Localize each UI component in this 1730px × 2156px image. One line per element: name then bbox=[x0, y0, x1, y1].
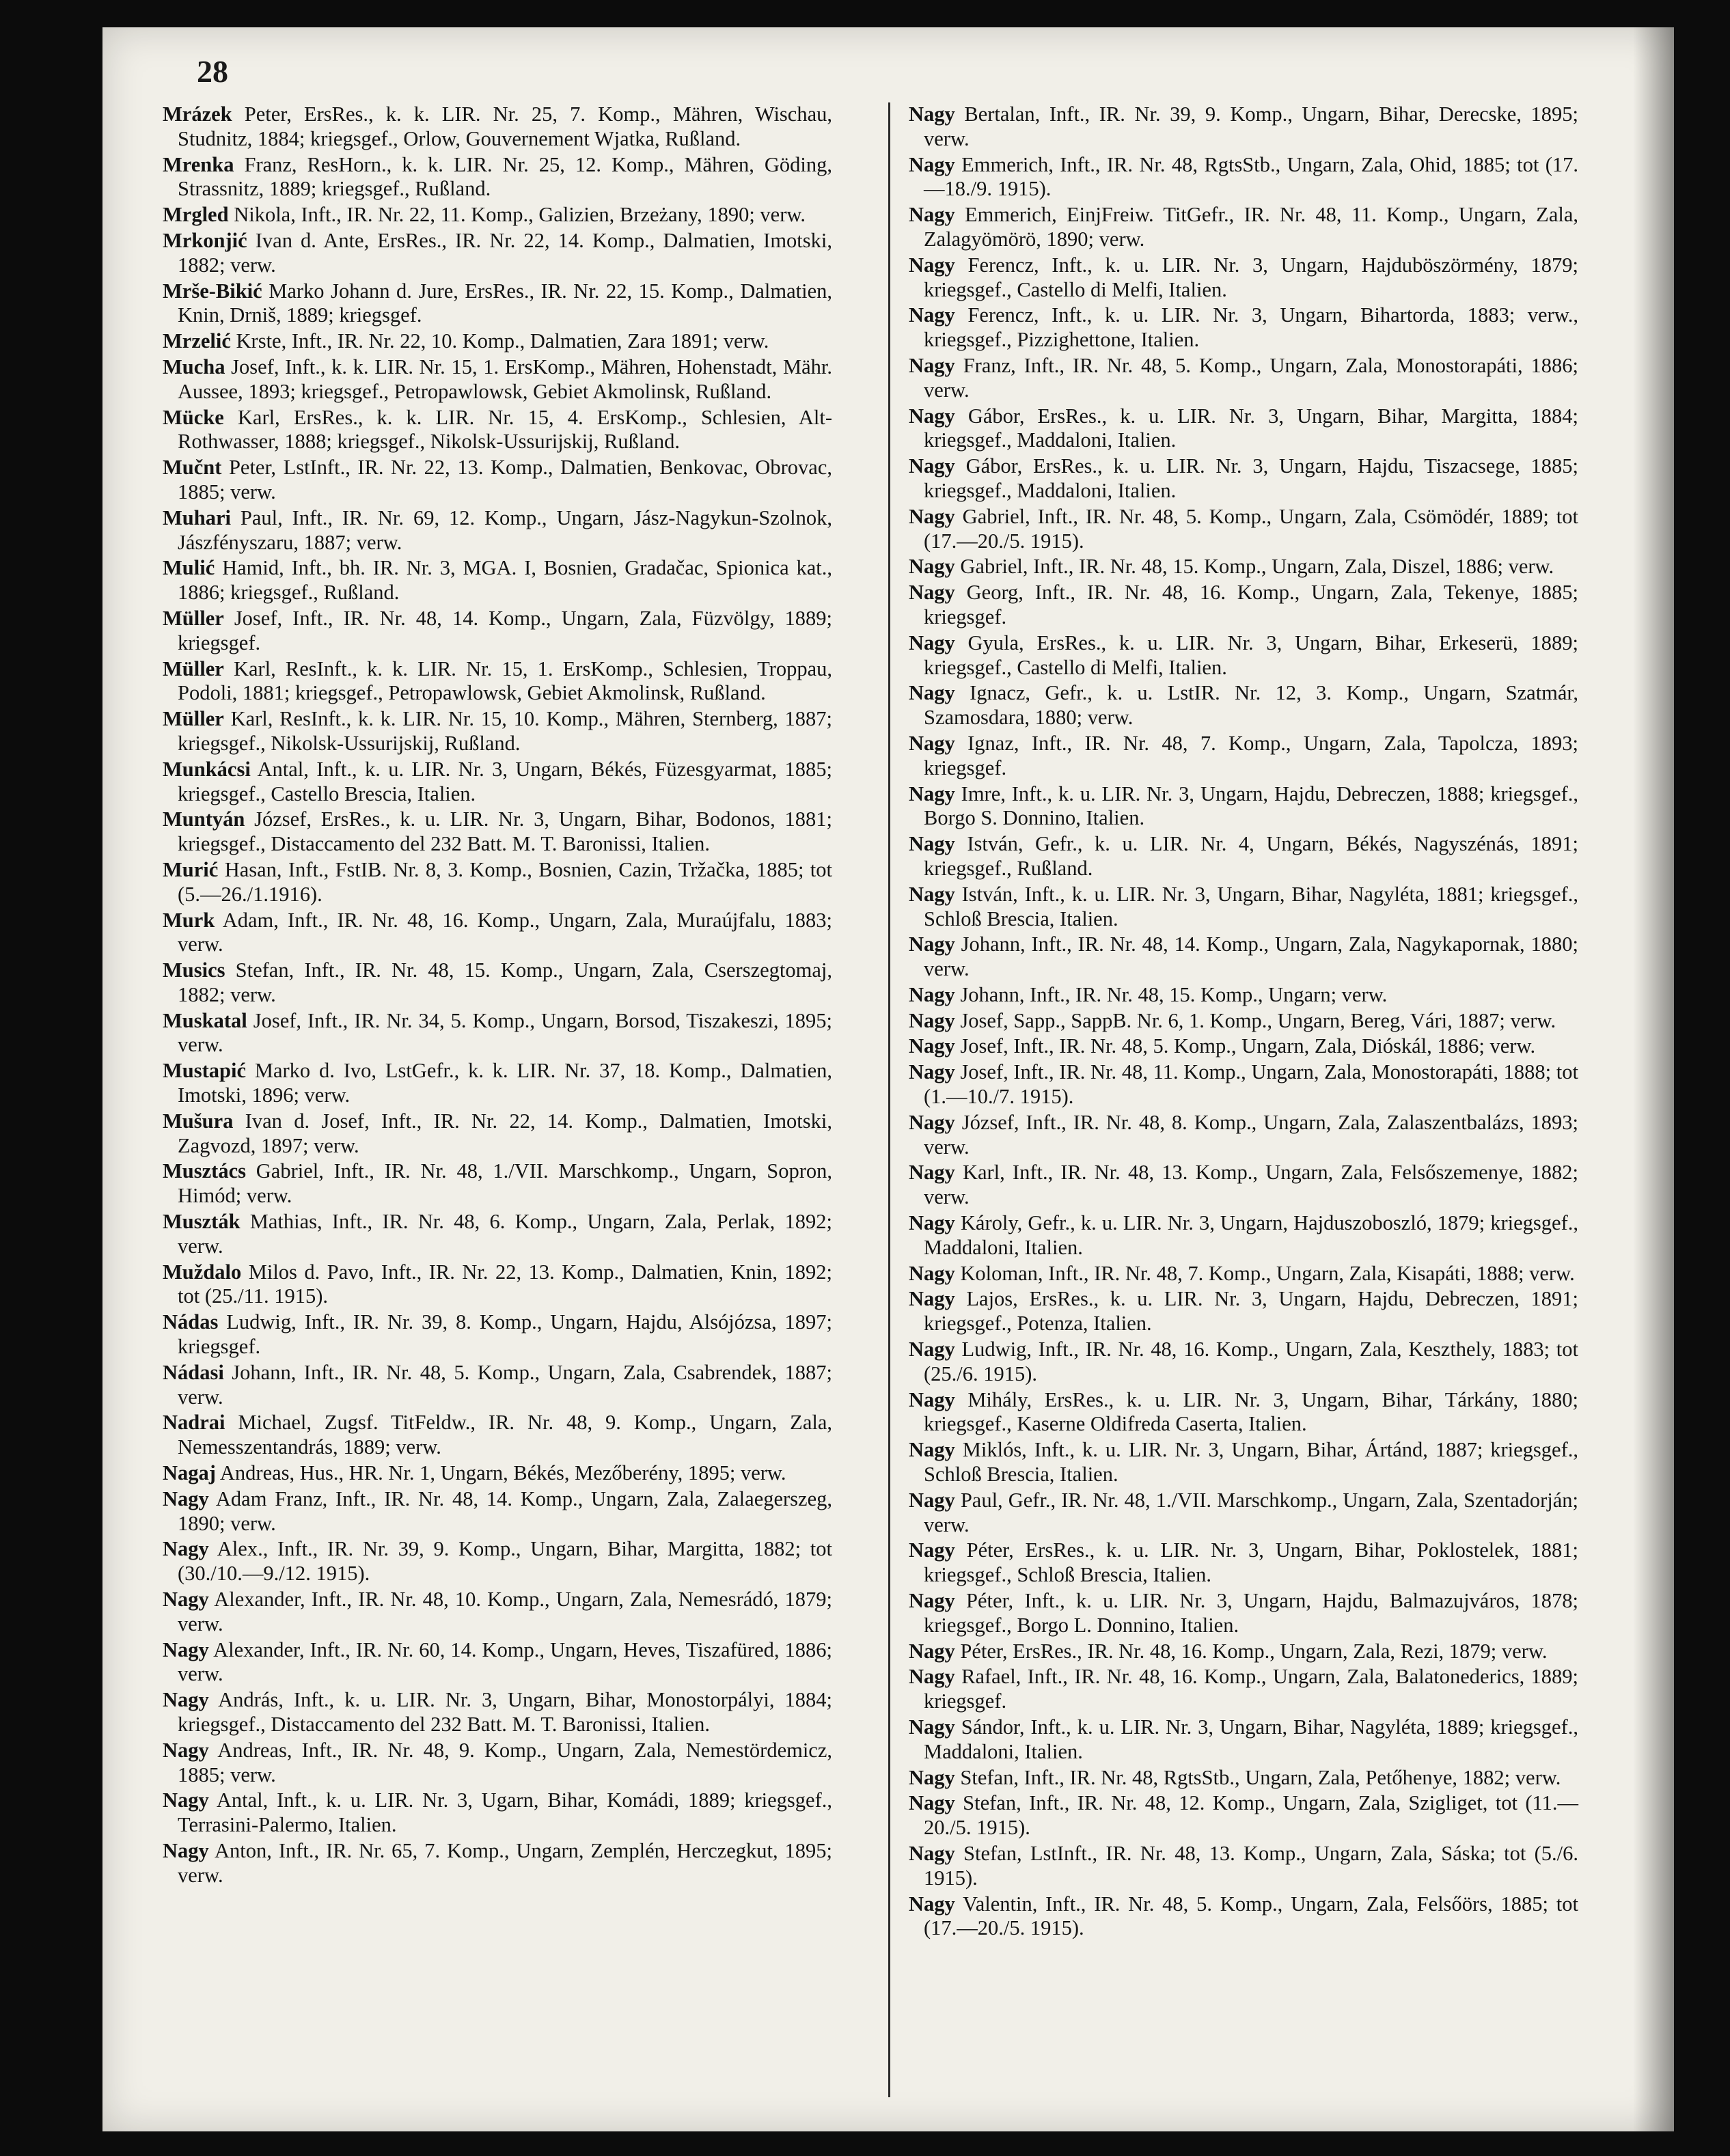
entry-surname: Nagy bbox=[909, 253, 955, 277]
list-entry bbox=[163, 329, 832, 354]
entry-details: Hasan, Inft., FstIB. Nr. 8, 3. Komp., Bosnien, Cazin, Tržačka, 1885; tot (5.—26./1.1916). bbox=[178, 857, 832, 906]
entry-details: Michael, Zugsf. TitFeldw., IR. Nr. 48, 9. Komp., Ungarn, Zala, Nemesszentandrás, 1889; verw. bbox=[178, 1411, 832, 1459]
list-entry bbox=[163, 279, 832, 329]
entry-surname: Nagy bbox=[163, 1588, 209, 1612]
list-entry bbox=[163, 406, 832, 455]
entry-details: Ignaz, Inft., IR. Nr. 48, 7. Komp., Ungarn, Zala, Tapolcza, 1893; kriegsgef. bbox=[924, 731, 1578, 779]
list-entry bbox=[909, 1211, 1578, 1260]
entry-surname: Müller bbox=[163, 606, 224, 630]
entry-details: Peter, LstInft., IR. Nr. 22, 13. Komp., Dalmatien, Benkovac, Obrovac, 1885; verw. bbox=[178, 456, 832, 503]
entry-surname: Nagy bbox=[909, 1715, 955, 1739]
entry-details: Franz, Inft., IR. Nr. 48, 5. Komp., Ungarn, Zala, Monostorapáti, 1886; verw. bbox=[924, 353, 1578, 402]
entry-surname: Nagy bbox=[909, 1589, 955, 1613]
list-entry bbox=[909, 1766, 1578, 1791]
entry-details: Gabriel, Inft., IR. Nr. 48, 1./VII. Marschkomp., Ungarn, Sopron, Himód; verw. bbox=[178, 1159, 832, 1208]
entry-surname: Nagy bbox=[909, 1665, 955, 1689]
entry-surname: Muntyán bbox=[163, 807, 245, 831]
entry-details: Gyula, ErsRes., k. u. LIR. Nr. 3, Ungarn, Bihar, Erkeserü, 1889; kriegsgef., Castello di Melfi, Italien. bbox=[924, 631, 1578, 679]
entry-surname: Nagy bbox=[909, 631, 955, 654]
entry-details: Alex., Inft., IR. Nr. 39, 9. Komp., Ungarn, Bihar, Margitta, 1882; tot (30./10.—9./12. 1915). bbox=[178, 1537, 832, 1586]
list-entry bbox=[163, 1361, 832, 1410]
entry-details: Adam Franz, Inft., IR. Nr. 48, 14. Komp., Ungarn, Zala, Zalaegerszeg, 1890; verw. bbox=[178, 1487, 832, 1535]
entry-surname: Nagy bbox=[163, 1537, 209, 1561]
entry-details: Ivan d. Ante, ErsRes., IR. Nr. 22, 14. Komp., Dalmatien, Imotski, 1882; verw. bbox=[178, 228, 832, 277]
entry-details: Josef, Inft., IR. Nr. 48, 14. Komp., Ungarn, Zala, Füzvölgy, 1889; kriegsgef. bbox=[178, 606, 832, 654]
list-entry bbox=[909, 1538, 1578, 1588]
entry-surname: Nagy bbox=[909, 782, 955, 805]
entry-surname: Nagy bbox=[163, 1637, 209, 1661]
entry-surname: Nagy bbox=[163, 1838, 209, 1862]
list-entry bbox=[163, 153, 832, 202]
list-entry bbox=[163, 203, 832, 227]
entry-details: József, ErsRes., k. u. LIR. Nr. 3, Ungarn, Bihar, Bodonos, 1881; kriegsgef., Distaccamento del 232 Batt. M. T. Baronissi, Italien. bbox=[178, 807, 832, 856]
entry-details: Gabriel, Inft., IR. Nr. 48, 5. Komp., Ungarn, Zala, Csömödér, 1889; tot (17.—20./5. 1915). bbox=[924, 504, 1578, 553]
entry-surname: Nagy bbox=[909, 1060, 955, 1084]
list-entry bbox=[909, 1111, 1578, 1160]
entry-details: Andreas, Inft., IR. Nr. 48, 9. Komp., Ungarn, Zala, Nemestördemicz, 1885; verw. bbox=[178, 1738, 832, 1786]
list-entry bbox=[163, 1009, 832, 1058]
entry-details: Lajos, ErsRes., k. u. LIR. Nr. 3, Ungarn, Hajdu, Debreczen, 1891; kriegsgef., Potenza, Italien. bbox=[924, 1287, 1578, 1336]
entry-details: Bertalan, Inft., IR. Nr. 39, 9. Komp., Ungarn, Bihar, Derecske, 1895; verw. bbox=[924, 102, 1578, 150]
list-entry bbox=[163, 909, 832, 958]
list-entry bbox=[163, 1839, 832, 1888]
entry-details: Ivan d. Josef, Inft., IR. Nr. 22, 14. Komp., Dalmatien, Imotski, Zagvozd, 1897; verw. bbox=[178, 1109, 832, 1157]
entry-surname: Mrzelić bbox=[163, 329, 231, 353]
entry-details: Andreas, Hus., HR. Nr. 1, Ungarn, Békés, Mezőberény, 1895; verw. bbox=[215, 1461, 786, 1485]
entry-surname: Müller bbox=[163, 707, 224, 731]
list-entry bbox=[163, 858, 832, 907]
entry-details: Krste, Inft., IR. Nr. 22, 10. Komp., Dalmatien, Zara 1891; verw. bbox=[230, 329, 769, 353]
entry-surname: Nagy bbox=[163, 1487, 209, 1510]
entry-surname: Mrše-Bikić bbox=[163, 279, 262, 303]
entry-details: István, Inft., k. u. LIR. Nr. 3, Ungarn, Bihar, Nagyléta, 1881; kriegsgef., Schloß Brescia, Italien. bbox=[924, 882, 1578, 930]
list-entry bbox=[909, 983, 1578, 1008]
page-edge-shadow bbox=[1633, 27, 1674, 2131]
entry-surname: Nagy bbox=[909, 932, 955, 956]
list-entry bbox=[909, 1489, 1578, 1538]
entry-details: Rafael, Inft., IR. Nr. 48, 16. Komp., Ungarn, Zala, Balatonederics, 1889; kriegsgef. bbox=[924, 1665, 1578, 1713]
entry-surname: Nagy bbox=[909, 1261, 955, 1285]
list-entry bbox=[163, 657, 832, 706]
list-entry bbox=[909, 253, 1578, 303]
entry-surname: Nagy bbox=[909, 982, 955, 1006]
entry-details: Ferencz, Inft., k. u. LIR. Nr. 3, Ungarn, Bihartorda, 1883; verw., kriegsgef., Pizzighettone, Italien. bbox=[924, 303, 1578, 352]
entry-details: Hamid, Inft., bh. IR. Nr. 3, MGA. I, Bosnien, Gradačac, Spionica kat., 1886; kriegsgef., Rußland. bbox=[178, 556, 832, 605]
entry-surname: Muždalo bbox=[163, 1260, 242, 1284]
entry-details: Emmerich, EinjFreiw. TitGefr., IR. Nr. 48, 11. Komp., Ungarn, Zala, Zalagyömörö, 1890; verw. bbox=[924, 203, 1578, 251]
entry-details: Imre, Inft., k. u. LIR. Nr. 3, Ungarn, Hajdu, Debreczen, 1888; kriegsgef., Borgo S. Donnino, Italien. bbox=[924, 782, 1578, 830]
entry-details: Péter, Inft., k. u. LIR. Nr. 3, Ungarn, Hajdu, Balmazujváros, 1878; kriegsgef., Borgo L. Donnino, Italien. bbox=[924, 1589, 1578, 1637]
entry-details: Emmerich, Inft., IR. Nr. 48, RgtsStb., Ungarn, Zala, Ohid, 1885; tot (17.—18./9. 1915). bbox=[924, 152, 1578, 201]
entry-details: Ignacz, Gefr., k. u. LstIR. Nr. 12, 3. Komp., Ungarn, Szatmár, Szamosdara, 1880; verw. bbox=[924, 681, 1578, 730]
list-entry bbox=[163, 1638, 832, 1687]
list-entry bbox=[909, 1034, 1578, 1059]
list-entry bbox=[909, 1715, 1578, 1765]
entry-surname: Nagy bbox=[909, 353, 955, 377]
entry-details: Josef, Inft., IR. Nr. 48, 11. Komp., Ungarn, Zala, Monostorapáti, 1888; tot (1.—10./7. 1915). bbox=[924, 1060, 1578, 1109]
entry-details: Marko Johann d. Jure, ErsRes., IR. Nr. 22, 15. Komp., Dalmatien, Knin, Drniš, 1889; kriegsgef. bbox=[178, 279, 832, 327]
list-entry bbox=[909, 555, 1578, 579]
list-entry bbox=[163, 607, 832, 656]
entry-surname: Nagy bbox=[909, 1110, 955, 1134]
list-entry bbox=[909, 932, 1578, 982]
entry-surname: Nagy bbox=[909, 1488, 955, 1512]
list-entry bbox=[909, 404, 1578, 454]
entry-details: Sándor, Inft., k. u. LIR. Nr. 3, Ungarn, Bihar, Nagyléta, 1889; kriegsgef., Maddaloni, Italien. bbox=[924, 1715, 1578, 1763]
entry-details: Johann, Inft., IR. Nr. 48, 14. Komp., Ungarn, Zala, Nagykapornak, 1880; verw. bbox=[924, 932, 1578, 981]
entry-details: Péter, ErsRes., IR. Nr. 48, 16. Komp., Ungarn, Zala, Rezi, 1879; verw. bbox=[955, 1639, 1548, 1663]
entry-details: Peter, ErsRes., k. k. LIR. Nr. 25, 7. Komp., Mähren, Wischau, Studnitz, 1884; kriegsgef., Orlow, Gouvernement Wjatka, Rußland. bbox=[178, 102, 832, 150]
entry-details: Karl, Inft., IR. Nr. 48, 13. Komp., Ungarn, Zala, Felsőszemenye, 1882; verw. bbox=[924, 1161, 1578, 1209]
entry-details: Gábor, ErsRes., k. u. LIR. Nr. 3, Ungarn, Hajdu, Tiszacsege, 1885; kriegsgef., Maddaloni, Italien. bbox=[924, 454, 1578, 502]
entry-surname: Muhari bbox=[163, 506, 231, 529]
list-entry bbox=[909, 1161, 1578, 1210]
entry-surname: Nagy bbox=[909, 303, 955, 327]
entry-details: Nikola, Inft., IR. Nr. 22, 11. Komp., Galizien, Brzeżany, 1890; verw. bbox=[228, 203, 806, 227]
list-entry bbox=[163, 556, 832, 605]
entry-surname: Nádasi bbox=[163, 1360, 224, 1384]
entry-details: Paul, Inft., IR. Nr. 69, 12. Komp., Ungarn, Jász-Nagykun-Szolnok, Jászfényszaru, 1887; verw. bbox=[178, 506, 832, 554]
entry-details: Josef, Inft., IR. Nr. 34, 5. Komp., Ungarn, Borsod, Tiszakeszi, 1895; verw. bbox=[178, 1008, 832, 1057]
entry-surname: Nádas bbox=[163, 1310, 219, 1334]
entry-surname: Nagy bbox=[909, 681, 955, 705]
list-entry bbox=[909, 681, 1578, 730]
list-entry bbox=[909, 1892, 1578, 1941]
entry-details: Miklós, Inft., k. u. LIR. Nr. 3, Ungarn, Bihar, Ártánd, 1887; kriegsgef., Schloß Brescia, Italien. bbox=[924, 1438, 1578, 1487]
entry-surname: Nagy bbox=[909, 504, 955, 528]
entry-details: Stefan, Inft., IR. Nr. 48, RgtsStb., Ungarn, Zala, Petőhenye, 1882; verw. bbox=[955, 1765, 1561, 1789]
entry-details: Stefan, LstInft., IR. Nr. 48, 13. Komp., Ungarn, Zala, Sáska; tot (5./6. 1915). bbox=[924, 1841, 1578, 1890]
entry-surname: Nagy bbox=[909, 454, 955, 478]
entry-details: Stefan, Inft., IR. Nr. 48, 15. Komp., Ungarn, Zala, Cserszegtomaj, 1882; verw. bbox=[178, 958, 832, 1006]
entry-surname: Murić bbox=[163, 857, 219, 881]
entry-surname: Muskatal bbox=[163, 1008, 247, 1032]
list-entry bbox=[909, 1842, 1578, 1891]
list-entry bbox=[909, 153, 1578, 202]
entry-surname: Muszták bbox=[163, 1210, 241, 1234]
list-entry bbox=[163, 1411, 832, 1460]
entry-details: András, Inft., k. u. LIR. Nr. 3, Ungarn, Bihar, Monostorpályi, 1884; kriegsgef., Distaccamento del 232 Batt. M. T. Baronissi, Italien. bbox=[178, 1688, 832, 1736]
entry-surname: Nagy bbox=[909, 882, 955, 906]
list-entry bbox=[909, 505, 1578, 554]
list-entry bbox=[909, 1338, 1578, 1387]
list-entry bbox=[909, 1060, 1578, 1109]
entry-surname: Musztács bbox=[163, 1159, 246, 1183]
list-entry bbox=[163, 1109, 832, 1159]
entry-surname: Nagy bbox=[909, 1791, 955, 1815]
entry-details: Antal, Inft., k. u. LIR. Nr. 3, Ugarn, Bihar, Komádi, 1889; kriegsgef., Terrasini-Palermo, Italien. bbox=[178, 1788, 832, 1837]
list-entry bbox=[909, 732, 1578, 781]
entry-surname: Mušura bbox=[163, 1109, 234, 1133]
right-column bbox=[909, 102, 1578, 1942]
list-entry bbox=[909, 832, 1578, 881]
list-entry bbox=[909, 1388, 1578, 1437]
list-entry bbox=[163, 1537, 832, 1586]
list-entry bbox=[163, 1788, 832, 1838]
entry-surname: Nagy bbox=[909, 1161, 955, 1185]
list-entry bbox=[163, 807, 832, 857]
entry-details: Mihály, ErsRes., k. u. LIR. Nr. 3, Ungarn, Bihar, Tárkány, 1880; kriegsgef., Kaserne Oldifreda Caserta, Italien. bbox=[924, 1387, 1578, 1436]
list-entry bbox=[163, 1739, 832, 1788]
entry-surname: Munkácsi bbox=[163, 757, 251, 781]
entry-details: Karl, ResInft., k. k. LIR. Nr. 15, 1. ErsKomp., Schlesien, Troppau, Podoli, 1881; kriegsgef., Petropawlowsk, Gebiet Akmolinsk, Rußland. bbox=[178, 657, 832, 705]
entry-surname: Nagy bbox=[909, 152, 955, 176]
entry-surname: Nagy bbox=[163, 1688, 209, 1712]
entry-surname: Nagy bbox=[163, 1738, 209, 1762]
list-entry bbox=[909, 1287, 1578, 1336]
entry-surname: Nagy bbox=[909, 102, 955, 126]
entry-surname: Nagy bbox=[909, 1841, 955, 1865]
entry-surname: Mučnt bbox=[163, 456, 222, 480]
list-entry bbox=[163, 1588, 832, 1637]
list-entry bbox=[163, 102, 832, 152]
list-entry bbox=[909, 354, 1578, 403]
list-entry bbox=[163, 1260, 832, 1310]
entry-surname: Nagy bbox=[909, 404, 955, 428]
list-entry bbox=[909, 454, 1578, 503]
entry-surname: Nagy bbox=[163, 1788, 209, 1812]
entry-surname: Nagy bbox=[909, 581, 955, 605]
list-entry bbox=[909, 203, 1578, 252]
list-entry bbox=[163, 1310, 832, 1359]
entry-surname: Nagy bbox=[909, 1892, 955, 1916]
entry-surname: Nagy bbox=[909, 1008, 955, 1032]
entry-surname: Nagy bbox=[909, 1387, 955, 1411]
list-entry bbox=[909, 1589, 1578, 1638]
entry-details: Paul, Gefr., IR. Nr. 48, 1./VII. Marschkomp., Ungarn, Zala, Szentadorján; verw. bbox=[924, 1488, 1578, 1536]
entry-details: Károly, Gefr., k. u. LIR. Nr. 3, Ungarn, Hajduszoboszló, 1879; kriegsgef., Maddaloni, Italien. bbox=[924, 1211, 1578, 1259]
entry-surname: Nagy bbox=[909, 1287, 955, 1311]
entry-details: Franz, ResHorn., k. k. LIR. Nr. 25, 12. Komp., Mähren, Göding, Strassnitz, 1889; kriegsgef., Rußland. bbox=[178, 152, 832, 201]
list-entry bbox=[163, 1059, 832, 1108]
entry-details: Stefan, Inft., IR. Nr. 48, 12. Komp., Ungarn, Zala, Szigliget, tot (11.—20./5. 1915). bbox=[924, 1791, 1578, 1840]
entry-surname: Mustapić bbox=[163, 1059, 246, 1083]
entry-details: Gábor, ErsRes., k. u. LIR. Nr. 3, Ungarn, Bihar, Margitta, 1884; kriegsgef., Maddaloni, Italien. bbox=[924, 404, 1578, 452]
list-entry bbox=[909, 1262, 1578, 1286]
entry-details: Antal, Inft., k. u. LIR. Nr. 3, Ungarn, Békés, Füzesgyarmat, 1885; kriegsgef., Castello Brescia, Italien. bbox=[178, 757, 832, 805]
entry-surname: Nagy bbox=[909, 1438, 955, 1462]
list-entry bbox=[909, 303, 1578, 353]
entry-details: Koloman, Inft., IR. Nr. 48, 7. Komp., Ungarn, Zala, Kisapáti, 1888; verw. bbox=[955, 1261, 1575, 1285]
entry-details: Anton, Inft., IR. Nr. 65, 7. Komp., Ungarn, Zemplén, Herczegkut, 1895; verw. bbox=[178, 1838, 832, 1887]
left-column bbox=[163, 102, 832, 1890]
entry-surname: Mrázek bbox=[163, 102, 232, 126]
list-entry bbox=[909, 1009, 1578, 1034]
entry-details: Karl, ErsRes., k. k. LIR. Nr. 15, 4. ErsKomp., Schlesien, Alt-Rothwasser, 1888; kriegsgef., Nikolsk-Ussurijskij, Rußland. bbox=[178, 405, 832, 454]
list-entry bbox=[163, 1487, 832, 1536]
entry-surname: Nagy bbox=[909, 1765, 955, 1789]
entry-details: Josef, Inft., k. k. LIR. Nr. 15, 1. ErsKomp., Mähren, Hohenstadt, Mähr. Aussee, 1893; kriegsgef., Petropawlowsk, Gebiet Akmolinsk, Rußland. bbox=[178, 355, 832, 403]
list-entry bbox=[909, 1791, 1578, 1840]
entry-surname: Mrkonjić bbox=[163, 228, 247, 252]
entry-details: Ludwig, Inft., IR. Nr. 48, 16. Komp., Ungarn, Zala, Keszthely, 1883; tot (25./6. 1915). bbox=[924, 1338, 1578, 1385]
entry-details: József, Inft., IR. Nr. 48, 8. Komp., Ungarn, Zala, Zalaszentbalázs, 1893; verw. bbox=[924, 1110, 1578, 1159]
entry-surname: Mulić bbox=[163, 556, 215, 580]
list-entry bbox=[163, 1461, 832, 1486]
entry-surname: Nagy bbox=[909, 1538, 955, 1562]
entry-surname: Nagy bbox=[909, 832, 955, 856]
entry-surname: Nagaj bbox=[163, 1461, 216, 1485]
list-entry bbox=[909, 581, 1578, 630]
list-entry bbox=[163, 456, 832, 505]
entry-details: Karl, ResInft., k. k. LIR. Nr. 15, 10. Komp., Mähren, Sternberg, 1887; kriegsgef., Nikolsk-Ussurijskij, Rußland. bbox=[178, 707, 832, 755]
entry-surname: Nagy bbox=[909, 1034, 955, 1058]
entry-details: Péter, ErsRes., k. u. LIR. Nr. 3, Ungarn, Bihar, Poklostelek, 1881; kriegsgef., Schloß Brescia, Italien. bbox=[924, 1538, 1578, 1587]
list-entry bbox=[909, 631, 1578, 680]
entry-surname: Nagy bbox=[909, 555, 955, 579]
entry-surname: Nagy bbox=[909, 1211, 955, 1235]
list-entry bbox=[909, 883, 1578, 932]
entry-surname: Mrgled bbox=[163, 203, 229, 227]
list-entry bbox=[163, 506, 832, 555]
entry-surname: Murk bbox=[163, 908, 215, 932]
list-entry bbox=[163, 1159, 832, 1208]
list-entry bbox=[909, 1640, 1578, 1664]
list-entry bbox=[909, 782, 1578, 831]
entry-details: Marko d. Ivo, LstGefr., k. k. LIR. Nr. 37, 18. Komp., Dalmatien, Imotski, 1896; verw. bbox=[178, 1059, 832, 1107]
list-entry bbox=[909, 102, 1578, 152]
entry-details: István, Gefr., k. u. LIR. Nr. 4, Ungarn, Békés, Nagyszénás, 1891; kriegsgef., Rußland. bbox=[924, 832, 1578, 880]
list-entry bbox=[163, 758, 832, 807]
entry-details: Georg, Inft., IR. Nr. 48, 16. Komp., Ungarn, Zala, Tekenye, 1885; kriegsgef. bbox=[924, 581, 1578, 628]
entry-details: Mathias, Inft., IR. Nr. 48, 6. Komp., Ungarn, Zala, Perlak, 1892; verw. bbox=[178, 1210, 832, 1258]
entry-details: Alexander, Inft., IR. Nr. 48, 10. Komp., Ungarn, Zala, Nemesrádó, 1879; verw. bbox=[178, 1588, 832, 1635]
entry-details: Ludwig, Inft., IR. Nr. 39, 8. Komp., Ungarn, Hajdu, Alsójózsa, 1897; kriegsgef. bbox=[178, 1310, 832, 1359]
entry-surname: Nagy bbox=[909, 1338, 955, 1362]
document-page bbox=[102, 27, 1674, 2131]
page-number: 28 bbox=[197, 54, 228, 89]
entry-details: Johann, Inft., IR. Nr. 48, 5. Komp., Ungarn, Zala, Csabrendek, 1887; verw. bbox=[178, 1360, 832, 1409]
entry-surname: Nagy bbox=[909, 1639, 955, 1663]
entry-details: Josef, Sapp., SappB. Nr. 6, 1. Komp., Ungarn, Bereg, Vári, 1887; verw. bbox=[955, 1008, 1556, 1032]
entry-surname: Müller bbox=[163, 657, 224, 680]
entry-details: Adam, Inft., IR. Nr. 48, 16. Komp., Ungarn, Zala, Muraújfalu, 1883; verw. bbox=[178, 908, 832, 956]
list-entry bbox=[163, 958, 832, 1008]
entry-surname: Mucha bbox=[163, 355, 225, 378]
entry-surname: Nagy bbox=[909, 731, 955, 755]
entry-details: Johann, Inft., IR. Nr. 48, 15. Komp., Ungarn; verw. bbox=[955, 982, 1388, 1006]
entry-details: Josef, Inft., IR. Nr. 48, 5. Komp., Ungarn, Zala, Dióskál, 1886; verw. bbox=[955, 1034, 1536, 1058]
entry-surname: Mücke bbox=[163, 405, 224, 429]
list-entry bbox=[163, 229, 832, 278]
entry-surname: Mrenka bbox=[163, 152, 234, 176]
entry-details: Valentin, Inft., IR. Nr. 48, 5. Komp., Ungarn, Zala, Felsőörs, 1885; tot (17.—20./5. 1915). bbox=[924, 1892, 1578, 1940]
list-entry bbox=[909, 1438, 1578, 1487]
list-entry bbox=[163, 1210, 832, 1259]
entry-details: Alexander, Inft., IR. Nr. 60, 14. Komp., Ungarn, Heves, Tiszafüred, 1886; verw. bbox=[178, 1637, 832, 1686]
column-divider bbox=[888, 102, 890, 2097]
entry-surname: Musics bbox=[163, 958, 225, 982]
entry-details: Gabriel, Inft., IR. Nr. 48, 15. Komp., Ungarn, Zala, Diszel, 1886; verw. bbox=[955, 555, 1554, 579]
entry-surname: Nagy bbox=[909, 203, 955, 227]
list-entry bbox=[163, 1688, 832, 1737]
entry-surname: Nadrai bbox=[163, 1411, 225, 1435]
list-entry bbox=[909, 1665, 1578, 1714]
entry-details: Ferencz, Inft., k. u. LIR. Nr. 3, Ungarn, Hajduböszörmény, 1879; kriegsgef., Castello di Melfi, Italien. bbox=[924, 253, 1578, 301]
list-entry bbox=[163, 355, 832, 404]
entry-details: Milos d. Pavo, Inft., IR. Nr. 22, 13. Komp., Dalmatien, Knin, 1892; tot (25./11. 1915). bbox=[178, 1260, 832, 1308]
list-entry bbox=[163, 707, 832, 756]
